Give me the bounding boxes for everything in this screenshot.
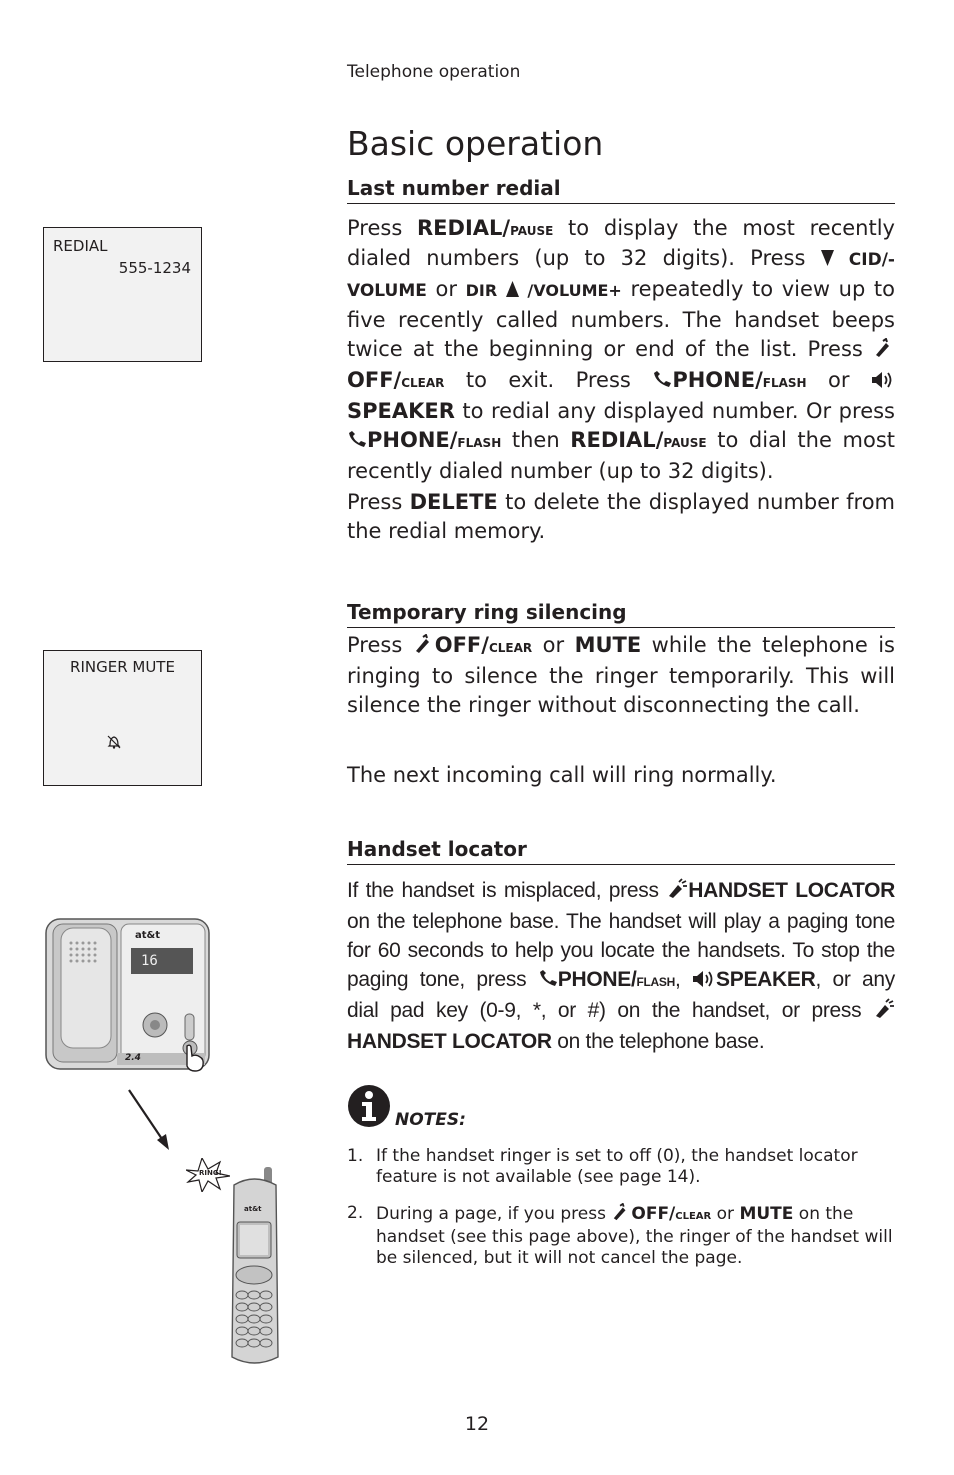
section-heading-handset-locator: Handset locator	[347, 837, 895, 865]
bell-muted-icon	[106, 734, 122, 754]
handset-locator-paragraph: If the handset is misplaced, press HANDSET LOCATOR on the telephone base. The handset will play a paging tone for 60 seconds to help you locate the handsets. To stop the paging tone, press PHONE/flash, SPEAKER, or any dial pad key (0-9, *, or #) on the handset, or press HANDSET LOCATOR on the telephone base.	[347, 879, 895, 1053]
ringer-mute-screen	[43, 650, 202, 786]
phone-icon	[538, 967, 558, 996]
dir-key: DIR	[465, 281, 498, 300]
telephone-base-illustration	[45, 918, 210, 1070]
handset-locator-key: HANDSET LOCATOR	[347, 1030, 552, 1053]
section-heading-redial: Last number redial	[347, 176, 895, 204]
speaker-key: SPEAKER	[347, 399, 455, 423]
handset-locator-key: HANDSET LOCATOR	[688, 879, 895, 902]
mute-key: MUTE	[574, 633, 642, 657]
note-item	[347, 1203, 895, 1269]
redial-key: REDIAL/	[570, 428, 664, 452]
ring-text: RING!	[199, 1169, 222, 1177]
pointing-hand-icon	[181, 1044, 209, 1076]
brand-logo: at&t	[135, 930, 161, 941]
down-arrow-icon	[821, 246, 834, 275]
screen-line-1: REDIAL	[53, 237, 108, 255]
screen-line-2: 555-1234	[118, 259, 191, 277]
phone-key: PHONE/	[672, 368, 763, 392]
phone-icon	[652, 368, 672, 397]
off-handset-icon	[873, 337, 895, 366]
note-number: 1.	[347, 1146, 364, 1166]
up-arrow-icon	[506, 277, 519, 306]
phone-icon	[347, 428, 367, 457]
handset-brand-logo: at&t	[244, 1205, 262, 1213]
off-key: OFF/	[631, 1204, 676, 1224]
redial-paragraph-2: Press DELETE to delete the displayed number from the redial memory.	[347, 490, 895, 543]
speaker-key: SPEAKER	[716, 968, 816, 991]
off-key: OFF/	[347, 368, 402, 392]
page-number: 12	[464, 1413, 490, 1435]
ring-silencing-paragraph-1: Press OFF/clear or MUTE while the telephone is ringing to silence the ringer temporarily. This will silence the ringer without disconnecting the call.	[347, 633, 895, 717]
redial-paragraph-1: Press REDIAL/pause to display the most recently dialed numbers (up to 32 digits). Press CID/-VOLUME or DIR /VOLUME+ repeatedly to view up to five recently called numbers. The handset beeps twice at the beginning or end of the list. Press OFF/clear to exit. Press PHONE/flash or SPEAKER to redial any displayed number. Or press PHONE/flash then REDIAL/pause to dial the most recently dialed number (up to 32 digits).	[347, 216, 896, 483]
cordless-handset-drawing	[226, 1167, 282, 1369]
screen-line-1: RINGER MUTE	[70, 658, 175, 676]
cordless-handset-illustration	[226, 1167, 282, 1369]
note-text: If the handset ringer is set to off (0), the handset locator feature is not available (see page 14).	[376, 1146, 858, 1187]
cid-volume-key: CID/-VOLUME	[347, 250, 895, 301]
ring-burst	[186, 1158, 230, 1192]
off-key: OFF/	[434, 633, 489, 657]
phone-key: PHONE/	[367, 428, 458, 452]
section-heading-ring-silencing: Temporary ring silencing	[347, 600, 895, 628]
handset-locator-icon	[666, 877, 688, 907]
base-label: 2.4	[125, 1053, 141, 1063]
speaker-icon	[692, 967, 716, 996]
base-display: 16	[141, 953, 158, 969]
note-text: During a page, if you press OFF/clear or MUTE on the handset (see this page above), the ringer of the handset will be silenced, but it will not cancel the page.	[376, 1204, 893, 1268]
info-icon	[347, 1084, 393, 1134]
volume-up-key: /VOLUME+	[527, 281, 622, 300]
redial-screen	[43, 227, 202, 362]
page-title: Basic operation	[347, 124, 604, 163]
mute-key: MUTE	[739, 1204, 794, 1224]
running-head: Telephone operation	[347, 62, 521, 82]
redial-key: REDIAL/	[417, 216, 511, 240]
ring-silencing-paragraph-2: The next incoming call will ring normally.	[347, 763, 777, 787]
speaker-icon	[871, 368, 895, 397]
handset-locator-icon	[873, 997, 895, 1027]
off-handset-icon	[611, 1203, 631, 1227]
phone-key: PHONE/	[557, 968, 637, 991]
note-item	[347, 1146, 895, 1188]
delete-key: DELETE	[409, 490, 498, 514]
off-handset-icon	[413, 633, 435, 662]
note-number: 2.	[347, 1203, 364, 1223]
notes-label: NOTES:	[395, 1110, 466, 1130]
pointer-arrow-icon	[126, 1088, 172, 1156]
